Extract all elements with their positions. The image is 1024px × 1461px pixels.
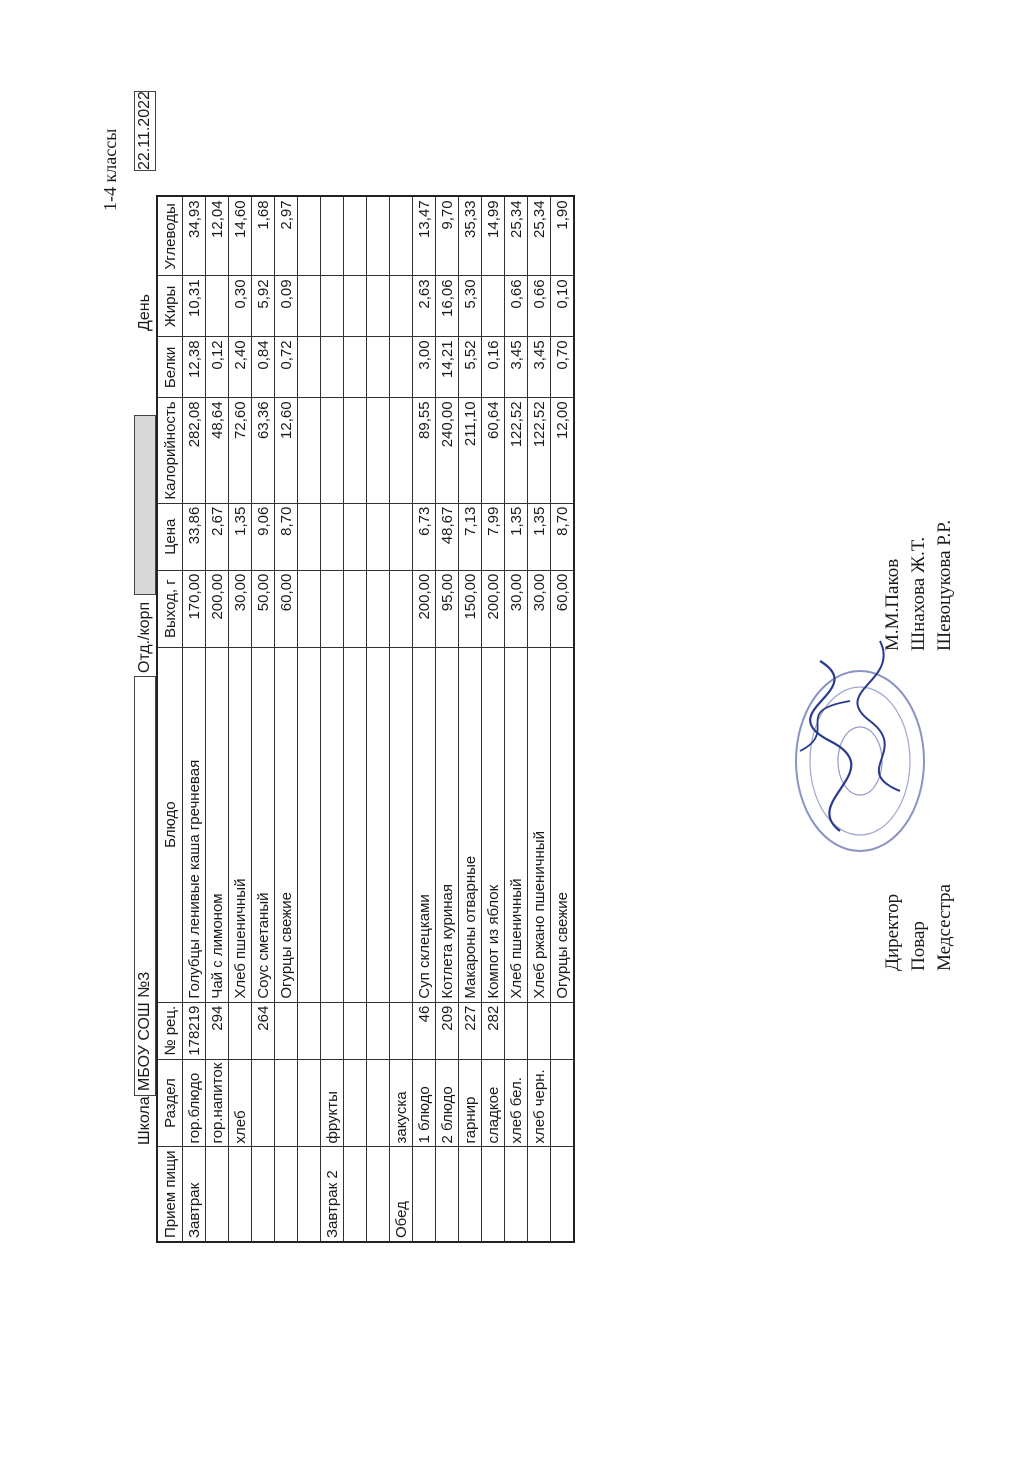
school-value: МБОУ СОШ №3 [134, 676, 156, 1096]
header-meal: Прием пищи [157, 1147, 183, 1242]
cell-meal [505, 1147, 528, 1242]
cell-dish [390, 647, 413, 1002]
cell-carbs [390, 196, 413, 276]
cell-output: 30,00 [229, 570, 252, 647]
cell-output: 200,00 [482, 570, 505, 647]
table-row [298, 196, 321, 1242]
cell-recipe [390, 1002, 413, 1059]
cell-recipe [298, 1002, 321, 1059]
cell-output [298, 570, 321, 647]
cell-carbs: 14,60 [229, 196, 252, 276]
cell-price: 7,99 [482, 503, 505, 570]
table-row [206, 196, 229, 1242]
cell-carbs [367, 196, 390, 276]
cell-dish [321, 647, 344, 1002]
table-row [344, 196, 367, 1242]
cell-fat: 0,66 [505, 276, 528, 337]
cell-dish [344, 647, 367, 1002]
otd-label: Отд./корп [136, 601, 153, 673]
cell-dish: Чай с лимоном [206, 647, 229, 1002]
cell-output [344, 570, 367, 647]
header-protein: Белки [157, 337, 183, 398]
role-director: Директор [882, 893, 903, 971]
cell-price: 1,35 [528, 503, 551, 570]
cell-fat [321, 276, 344, 337]
cell-price: 8,70 [275, 503, 298, 570]
cell-section: хлеб [229, 1059, 252, 1147]
role-nurse: Медсестра [934, 884, 955, 971]
cell-section [298, 1059, 321, 1147]
table-row [413, 196, 436, 1242]
day-value: 22.11.2022 [134, 91, 156, 171]
table-row [459, 196, 482, 1242]
cell-meal [436, 1147, 459, 1242]
cell-section: гарнир [459, 1059, 482, 1147]
cell-section: фрукты [321, 1059, 344, 1147]
cell-fat: 16,06 [436, 276, 459, 337]
cell-carbs: 25,34 [528, 196, 551, 276]
cell-meal [344, 1147, 367, 1242]
cell-calories: 72,60 [229, 398, 252, 503]
table-row [183, 196, 206, 1242]
role-cook: Повар [908, 921, 929, 971]
cell-carbs: 25,34 [505, 196, 528, 276]
header-price: Цена [157, 503, 183, 570]
cell-protein [390, 337, 413, 398]
cell-fat [390, 276, 413, 337]
cell-calories: 122,52 [505, 398, 528, 503]
name-cook: Шнахова Ж.Т. [908, 536, 929, 651]
cell-meal [298, 1147, 321, 1242]
cell-price: 33,86 [183, 503, 206, 570]
day-label: День [136, 294, 153, 331]
cell-dish [298, 647, 321, 1002]
cell-output: 170,00 [183, 570, 206, 647]
cell-protein: 0,16 [482, 337, 505, 398]
cell-output: 95,00 [436, 570, 459, 647]
cell-calories: 12,60 [275, 398, 298, 503]
cell-meal [482, 1147, 505, 1242]
cell-carbs: 12,04 [206, 196, 229, 276]
cell-output: 150,00 [459, 570, 482, 647]
cell-protein: 3,45 [505, 337, 528, 398]
cell-fat [298, 276, 321, 337]
cell-dish: Суп склецками [413, 647, 436, 1002]
cell-carbs [344, 196, 367, 276]
cell-protein: 0,72 [275, 337, 298, 398]
header-output: Выход, г [157, 570, 183, 647]
cell-dish: Хлеб пшеничный [505, 647, 528, 1002]
cell-protein: 0,70 [551, 337, 575, 398]
cell-protein: 0,84 [252, 337, 275, 398]
cell-output: 60,00 [551, 570, 575, 647]
table-row [528, 196, 551, 1242]
cell-price: 6,73 [413, 503, 436, 570]
cell-calories: 211,10 [459, 398, 482, 503]
cell-dish: Компот из яблок [482, 647, 505, 1002]
cell-output [390, 570, 413, 647]
cell-recipe: 209 [436, 1002, 459, 1059]
cell-fat: 10,31 [183, 276, 206, 337]
cell-fat [206, 276, 229, 337]
cell-fat: 5,92 [252, 276, 275, 337]
cell-calories: 63,36 [252, 398, 275, 503]
cell-carbs: 9,70 [436, 196, 459, 276]
cell-section: 1 блюдо [413, 1059, 436, 1147]
cell-meal: Завтрак 2 [321, 1147, 344, 1242]
cell-protein: 12,38 [183, 337, 206, 398]
cell-fat [482, 276, 505, 337]
cell-carbs: 2,97 [275, 196, 298, 276]
cell-recipe: 264 [252, 1002, 275, 1059]
cell-output [321, 570, 344, 647]
cell-price [298, 503, 321, 570]
cell-recipe: 294 [206, 1002, 229, 1059]
cell-dish: Хлеб пшеничный [229, 647, 252, 1002]
header-section: Раздел [157, 1059, 183, 1147]
cell-recipe: 178219 [183, 1002, 206, 1059]
cell-meal [206, 1147, 229, 1242]
cell-carbs: 1,68 [252, 196, 275, 276]
cell-section: гор.напиток [206, 1059, 229, 1147]
signature-names [880, 520, 958, 651]
cell-price: 48,67 [436, 503, 459, 570]
cell-protein: 2,40 [229, 337, 252, 398]
cell-protein: 5,52 [459, 337, 482, 398]
menu-table [156, 195, 575, 1243]
cell-meal [252, 1147, 275, 1242]
table-row [436, 196, 459, 1242]
cell-calories: 89,55 [413, 398, 436, 503]
cell-fat: 5,30 [459, 276, 482, 337]
cell-recipe [551, 1002, 575, 1059]
header-calories: Калорийность [157, 398, 183, 503]
header-fat: Жиры [157, 276, 183, 337]
name-nurse: Шевоцукова Р.Р. [934, 519, 955, 651]
cell-output: 30,00 [528, 570, 551, 647]
cell-dish: Огурцы свежие [275, 647, 298, 1002]
cell-calories [344, 398, 367, 503]
cell-carbs [321, 196, 344, 276]
table-row [229, 196, 252, 1242]
cell-dish: Макароны отварные [459, 647, 482, 1002]
otd-value [134, 415, 156, 595]
cell-section: хлеб бел. [505, 1059, 528, 1147]
table-header-row [157, 196, 183, 1242]
cell-protein: 14,21 [436, 337, 459, 398]
cell-recipe [229, 1002, 252, 1059]
cell-section: сладкое [482, 1059, 505, 1147]
cell-output: 200,00 [206, 570, 229, 647]
cell-carbs: 34,93 [183, 196, 206, 276]
cell-meal [413, 1147, 436, 1242]
cell-recipe: 282 [482, 1002, 505, 1059]
cell-price: 8,70 [551, 503, 575, 570]
cell-meal: Завтрак [183, 1147, 206, 1242]
cell-price: 7,13 [459, 503, 482, 570]
cell-calories: 282,08 [183, 398, 206, 503]
cell-meal [459, 1147, 482, 1242]
name-director: М.М.Паков [882, 558, 903, 651]
cell-dish: Хлеб ржано пшеничный [528, 647, 551, 1002]
cell-protein [321, 337, 344, 398]
cell-calories: 122,52 [528, 398, 551, 503]
cell-calories [390, 398, 413, 503]
cell-output [367, 570, 390, 647]
cell-section [551, 1059, 575, 1147]
cell-section: хлеб черн. [528, 1059, 551, 1147]
cell-price [344, 503, 367, 570]
cell-calories: 240,00 [436, 398, 459, 503]
cell-carbs [298, 196, 321, 276]
cell-carbs: 14,99 [482, 196, 505, 276]
cell-carbs: 13,47 [413, 196, 436, 276]
cell-price: 1,35 [229, 503, 252, 570]
cell-calories: 12,00 [551, 398, 575, 503]
cell-fat [344, 276, 367, 337]
cell-fat: 2,63 [413, 276, 436, 337]
cell-section: 2 блюдо [436, 1059, 459, 1147]
signature-roles [880, 884, 958, 971]
table-row [367, 196, 390, 1242]
cell-protein: 3,00 [413, 337, 436, 398]
cell-calories: 48,64 [206, 398, 229, 503]
header-recipe: № рец. [157, 1002, 183, 1059]
table-row [505, 196, 528, 1242]
table-row [321, 196, 344, 1242]
cell-dish [367, 647, 390, 1002]
cell-meal [275, 1147, 298, 1242]
cell-meal [528, 1147, 551, 1242]
cell-section [275, 1059, 298, 1147]
cell-price: 1,35 [505, 503, 528, 570]
cell-carbs: 35,33 [459, 196, 482, 276]
cell-meal [551, 1147, 575, 1242]
table-row [482, 196, 505, 1242]
cell-section: закуска [390, 1059, 413, 1147]
cell-protein [367, 337, 390, 398]
cell-recipe [505, 1002, 528, 1059]
cell-carbs: 1,90 [551, 196, 575, 276]
cell-recipe [321, 1002, 344, 1059]
cell-fat: 0,09 [275, 276, 298, 337]
cell-meal [229, 1147, 252, 1242]
cell-fat: 0,10 [551, 276, 575, 337]
cell-meal [367, 1147, 390, 1242]
cell-protein: 3,45 [528, 337, 551, 398]
class-label: 1-4 классы [100, 128, 120, 211]
cell-calories: 60,64 [482, 398, 505, 503]
cell-fat: 0,66 [528, 276, 551, 337]
cell-fat: 0,30 [229, 276, 252, 337]
header-dish: Блюдо [157, 647, 183, 1002]
cell-fat [367, 276, 390, 337]
cell-recipe: 46 [413, 1002, 436, 1059]
cell-dish: Огурцы свежие [551, 647, 575, 1002]
cell-recipe: 227 [459, 1002, 482, 1059]
cell-section [367, 1059, 390, 1147]
official-stamp-icon [780, 631, 930, 861]
cell-price [367, 503, 390, 570]
cell-price: 9,06 [252, 503, 275, 570]
cell-recipe [528, 1002, 551, 1059]
cell-protein [298, 337, 321, 398]
cell-price [390, 503, 413, 570]
cell-section [252, 1059, 275, 1147]
cell-price: 2,67 [206, 503, 229, 570]
cell-price [321, 503, 344, 570]
cell-recipe [367, 1002, 390, 1059]
cell-calories [298, 398, 321, 503]
cell-protein: 0,12 [206, 337, 229, 398]
cell-output: 50,00 [252, 570, 275, 647]
cell-recipe [275, 1002, 298, 1059]
cell-calories [367, 398, 390, 503]
cell-dish: Котлета куриная [436, 647, 459, 1002]
cell-calories [321, 398, 344, 503]
table-row [252, 196, 275, 1242]
cell-meal: Обед [390, 1147, 413, 1242]
cell-output: 200,00 [413, 570, 436, 647]
table-row [551, 196, 575, 1242]
cell-section [344, 1059, 367, 1147]
school-label: Школа [136, 1096, 153, 1145]
table-row [390, 196, 413, 1242]
cell-dish: Голубцы ленивые каша гречневая [183, 647, 206, 1002]
cell-section: гор.блюдо [183, 1059, 206, 1147]
cell-output: 30,00 [505, 570, 528, 647]
cell-protein [344, 337, 367, 398]
cell-dish: Соус сметаный [252, 647, 275, 1002]
table-row [275, 196, 298, 1242]
cell-output: 60,00 [275, 570, 298, 647]
header-carbs: Углеводы [157, 196, 183, 276]
cell-recipe [344, 1002, 367, 1059]
